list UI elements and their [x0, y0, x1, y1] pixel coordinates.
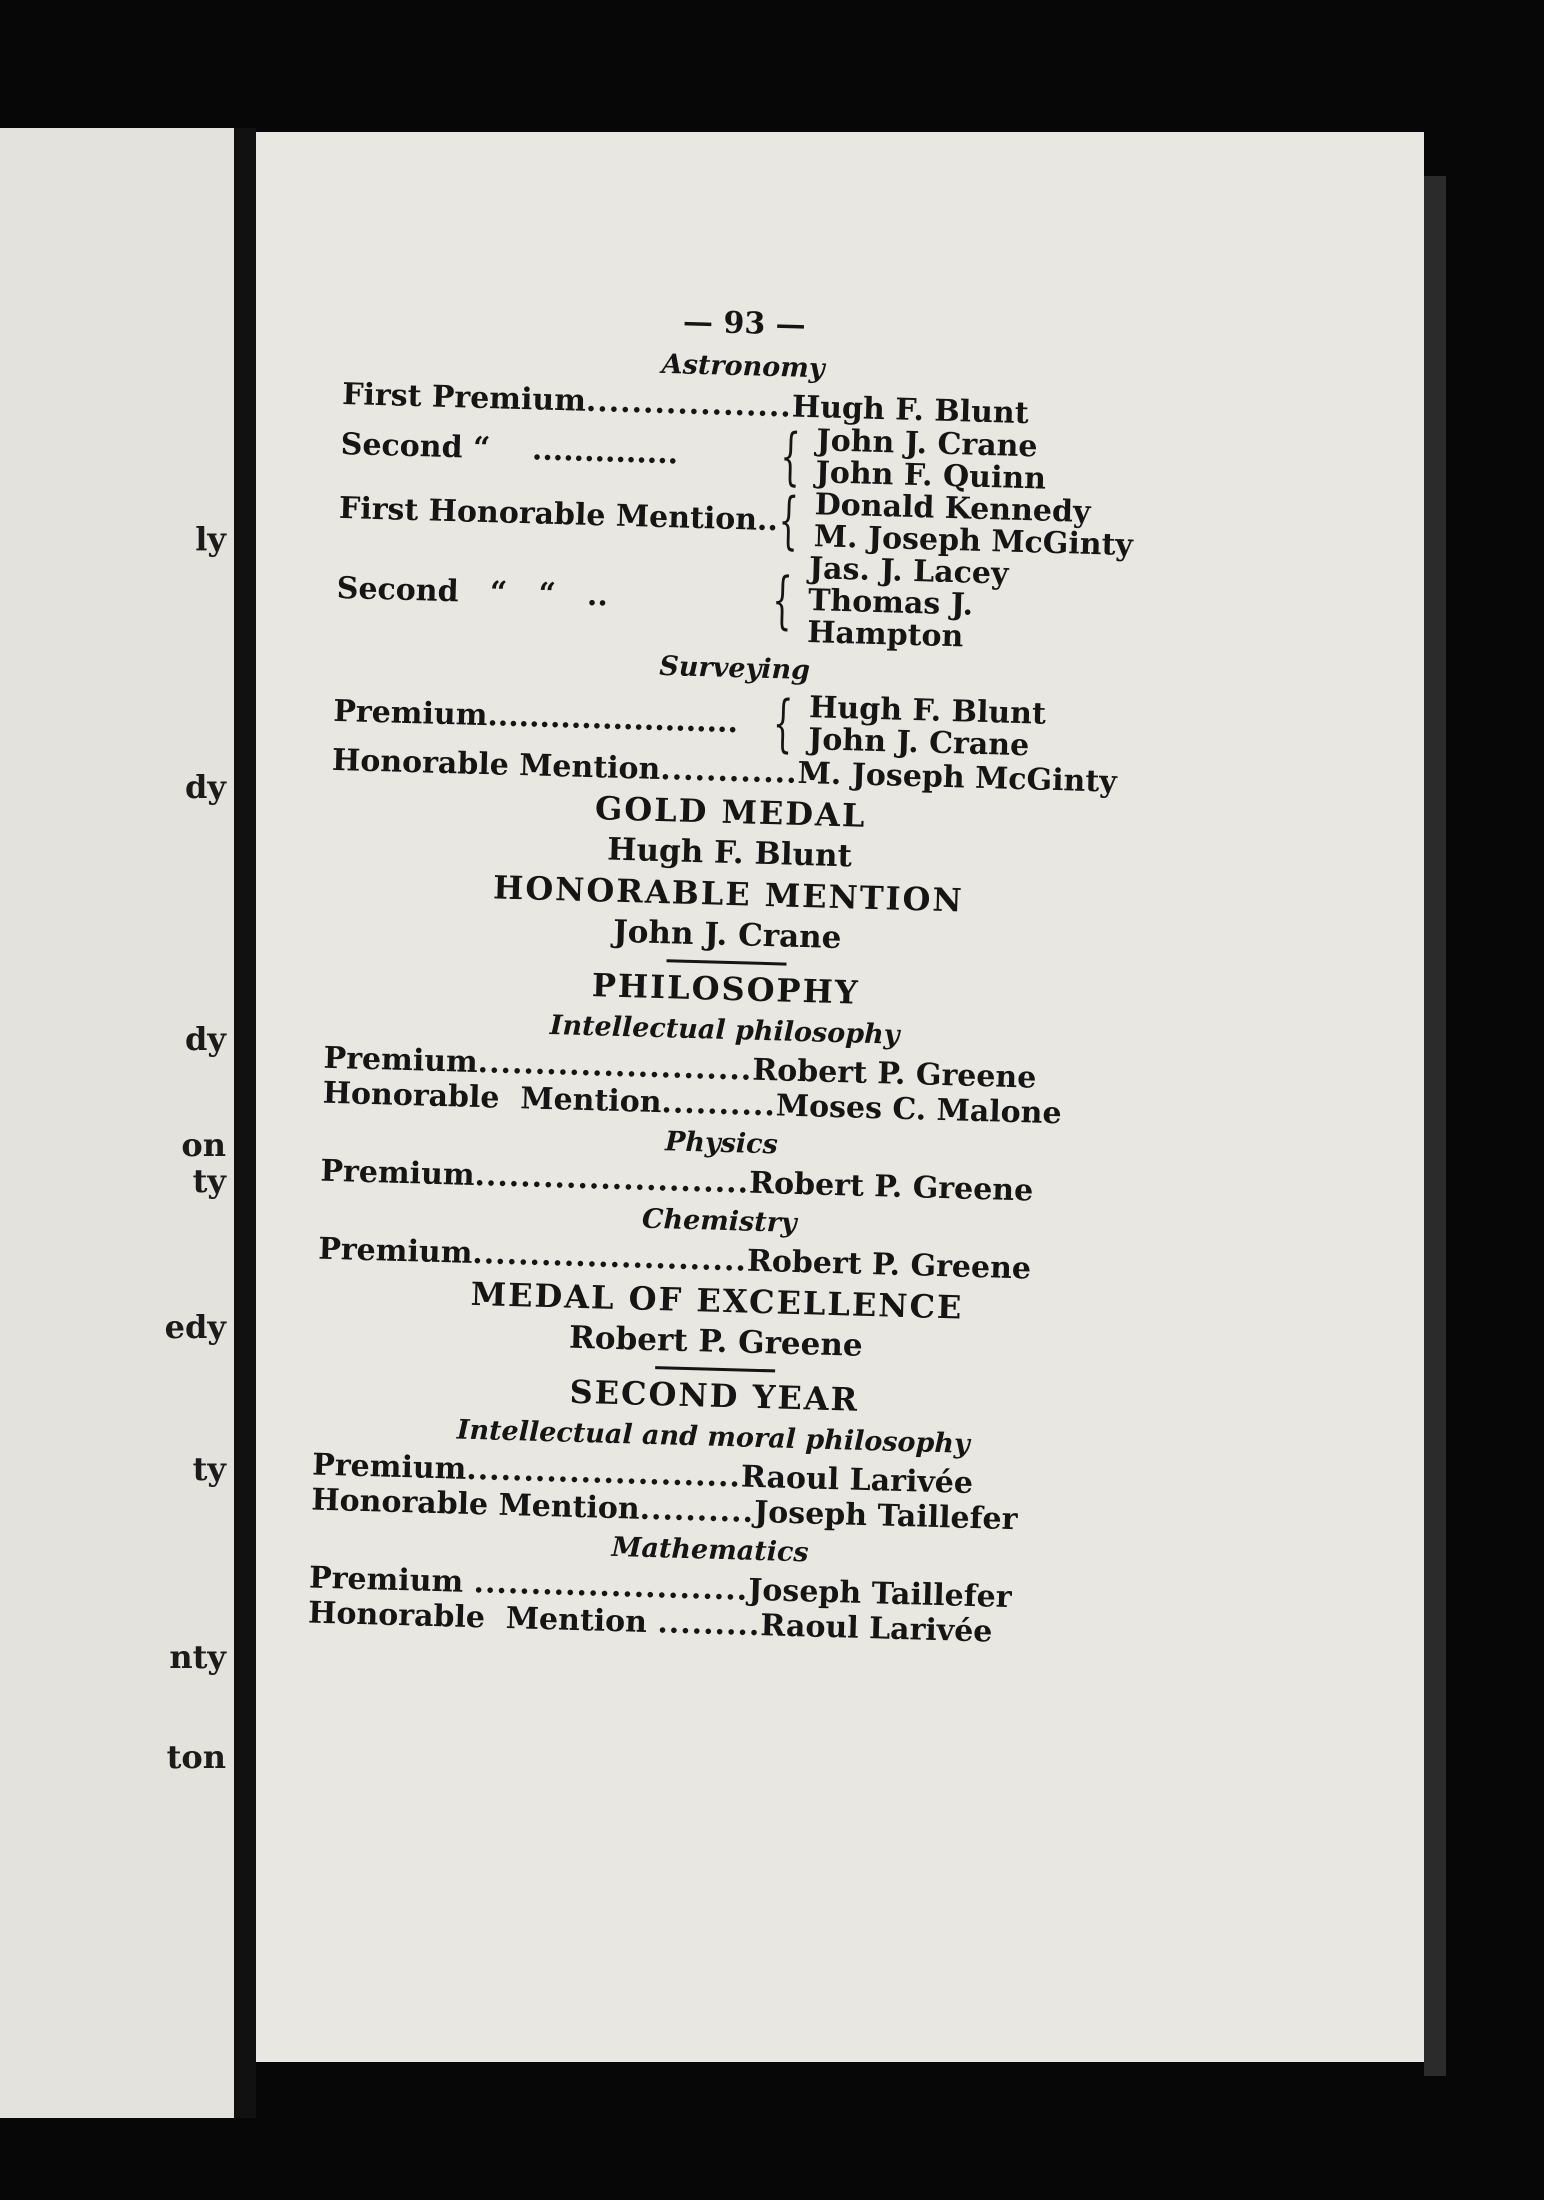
divider: [655, 1366, 775, 1372]
award-label: Premium: [317, 1231, 473, 1271]
gold-medal-recipient: Hugh F. Blunt: [606, 831, 853, 875]
recipient: Donald Kennedy: [814, 487, 1091, 530]
recipient: Joseph Taillefer: [747, 1572, 1013, 1616]
award-label: First Honorable Mention..: [338, 490, 779, 538]
leader-dots: ........................: [474, 1157, 750, 1201]
award-label: Premium: [308, 1560, 475, 1601]
honorable-mention-heading: HONORABLE MENTION: [492, 868, 965, 920]
medal-of-excellence-heading: MEDAL OF EXCELLENCE: [470, 1274, 964, 1327]
left-fragment: nty: [169, 1638, 226, 1676]
section-heading-intellectual-moral: Intellectual and moral philosophy: [456, 1414, 971, 1460]
recipient: Robert P. Greene: [746, 1243, 1032, 1287]
section-heading-chemistry: Chemistry: [641, 1203, 798, 1239]
honorable-mention-recipient: John J. Crane: [612, 913, 842, 957]
left-page: [0, 128, 234, 2118]
left-fragment: on: [181, 1126, 226, 1164]
award-label: Premium: [332, 693, 488, 733]
section-heading-mathematics: Mathematics: [611, 1531, 810, 1569]
philosophy-heading: PHILOSOPHY: [591, 966, 861, 1012]
section-heading-astronomy: Astronomy: [661, 348, 825, 385]
leader-dots: ..............: [531, 431, 679, 471]
recipient: M. Joseph McGinty: [797, 755, 1118, 800]
recipient: Robert P. Greene: [748, 1165, 1034, 1209]
recipient: Raoul Larivée: [759, 1608, 993, 1650]
recipient: Joseph Taillefer: [753, 1494, 1018, 1538]
left-fragment: ty: [192, 1450, 226, 1488]
leader-dots: ........................: [477, 1045, 753, 1088]
brace-icon: {: [779, 419, 802, 493]
award-label: Honorable Mention: [307, 1595, 658, 1641]
recipient: Raoul Larivée: [740, 1459, 974, 1501]
left-fragment: ly: [195, 520, 226, 558]
medal-of-excellence-recipient: Robert P. Greene: [568, 1319, 864, 1364]
left-fragment: dy: [185, 1020, 226, 1058]
award-label: Second “: [340, 426, 491, 466]
leader-dots: ..........: [661, 1085, 777, 1124]
leader-dots: ........................: [471, 1235, 748, 1279]
award-label: Second “ “ ..: [336, 570, 609, 613]
leader-dots: .........: [656, 1605, 761, 1644]
brace-icon: {: [777, 483, 800, 557]
leader-dots: ............: [659, 751, 799, 791]
left-fragment: edy: [164, 1308, 226, 1346]
award-label: Honorable Mention: [322, 1075, 663, 1121]
brace-icon: {: [772, 686, 794, 760]
award-label: First Premium: [341, 376, 587, 419]
award-label: Honorable Mention: [310, 1482, 641, 1527]
recipient: Hugh F. Blunt: [808, 690, 1047, 732]
section-heading-physics: Physics: [664, 1126, 779, 1161]
page-edge: [1424, 176, 1446, 2076]
recipient: Moses C. Malone: [775, 1088, 1063, 1132]
section-heading-surveying: Surveying: [658, 650, 811, 687]
recipient: Thomas J. Hampton: [806, 583, 974, 655]
recipient: John J. Crane: [807, 722, 1030, 764]
section-heading-intellectual: Intellectual philosophy: [549, 1010, 900, 1051]
recipient: Jas. J. Lacey: [808, 551, 1009, 592]
award-label: Honorable Mention: [331, 742, 661, 787]
book-gutter: [234, 128, 256, 2118]
page-number: — 93 —: [682, 304, 807, 343]
left-fragment: dy: [185, 768, 226, 806]
award-label: Premium: [320, 1153, 476, 1193]
leader-dots: ........................: [465, 1451, 742, 1495]
brace-icon: {: [771, 563, 794, 637]
page-content: [308, 295, 1145, 1653]
leader-dots: ..........: [639, 1491, 755, 1530]
recipient: Hugh F. Blunt: [791, 389, 1030, 432]
recipient: John J. Crane: [816, 423, 1039, 465]
second-year-heading: SECOND YEAR: [569, 1372, 860, 1419]
divider: [666, 959, 786, 965]
recipient: John F. Quinn: [815, 455, 1047, 497]
gold-medal-heading: GOLD MEDAL: [594, 789, 867, 835]
recipient: Robert P. Greene: [751, 1052, 1037, 1096]
award-label: Premium: [323, 1040, 479, 1080]
recipient: M. Joseph McGinty: [813, 519, 1134, 564]
leader-dots: ..................: [585, 383, 793, 425]
leader-dots: ........................: [486, 697, 739, 740]
left-fragment: ty: [192, 1162, 226, 1200]
leader-dots: ........................: [473, 1565, 749, 1608]
left-fragment: ton: [166, 1738, 226, 1776]
award-label: Premium: [311, 1447, 467, 1487]
